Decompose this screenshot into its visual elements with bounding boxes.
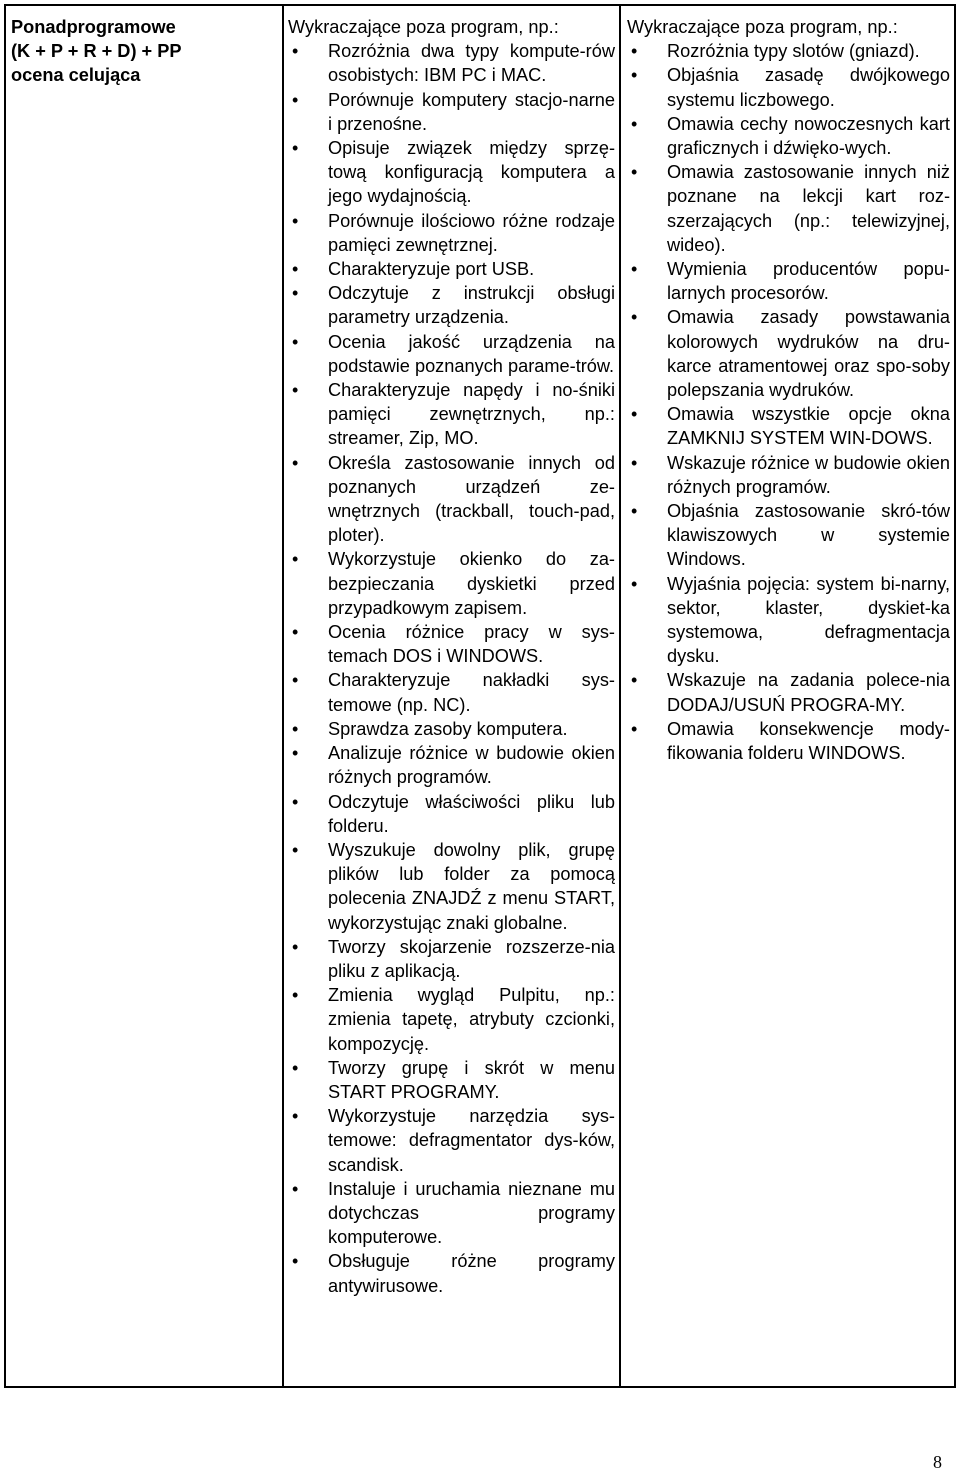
list-item: • Obsługuje różne programy antywirusowe. <box>288 1249 615 1297</box>
page-number: 8 <box>933 1452 942 1472</box>
list-item: • Określa zastosowanie innych od poznanych urządzeń ze-wnętrznych (trackball, touch-pad, ploter). <box>288 451 615 548</box>
list-item: • Instaluje i uruchamia nieznane mu dotychczas programy komputerowe. <box>288 1177 615 1250</box>
list-item: • Tworzy skojarzenie rozszerze-nia pliku z aplikacją. <box>288 935 615 983</box>
grade-title-line: Ponadprogramowe <box>11 17 176 37</box>
list-item: • Omawia cechy nowoczesnych kart graficznych i dźwięko-wych. <box>627 112 950 160</box>
grade-title-line: ocena celująca <box>11 65 141 86</box>
list-item: • Odczytuje z instrukcji obsługi parametry urządzenia. <box>288 281 615 329</box>
list-item: • Sprawdza zasoby komputera. <box>288 717 615 741</box>
list-item: • Analizuje różnice w budowie okien różnych programów. <box>288 741 615 789</box>
list-item: • Objaśnia zasadę dwójkowego systemu liczbowego. <box>627 63 950 111</box>
list-item: • Charakteryzuje nakładki sys-temowe (np. NC). <box>288 668 615 716</box>
list-item: • Omawia zastosowanie innych niż poznane na lekcji kart roz-szerzających (np.: telewizyjnej, wideo). <box>627 160 950 257</box>
grade-requirements-table <box>4 4 956 1388</box>
list-item: • Zmienia wygląd Pulpitu, np.: zmienia tapetę, atrybuty czcionki, kompozycję. <box>288 983 615 1056</box>
list-item: • Wyszukuje dowolny plik, grupę plików lub folder za pomocą polecenia ZNAJDŹ z menu START, wykorzystując znaki globalne. <box>288 838 615 935</box>
list-item: • Wyjaśnia pojęcia: system bi-narny, sektor, klaster, dyskiet-ka systemowa, defragmentacja dysku. <box>627 572 950 669</box>
list-item: • Porównuje ilościowo różne rodzaje pamięci zewnętrznej. <box>288 209 615 257</box>
list-item: • Opisuje związek między sprzę-tową konfiguracją komputera a jego wydajnością. <box>288 136 615 209</box>
list-item: • Porównuje komputery stacjo-narne i przenośne. <box>288 88 615 136</box>
requirements-intro: Wykraczające poza program, np.: <box>627 17 898 37</box>
grade-title-line: (K + P + R + D) + PP <box>11 41 182 62</box>
list-item: • Wskazuje na zadania polece-nia DODAJ/USUŃ PROGRA-MY. <box>627 668 950 716</box>
list-item: • Wskazuje różnice w budowie okien różnych programów. <box>627 451 950 499</box>
list-item: • Wymienia producentów popu-larnych procesorów. <box>627 257 950 305</box>
list-item: • Objaśnia zastosowanie skró-tów klawiszowych w systemie Windows. <box>627 499 950 572</box>
requirements-list <box>288 39 615 1298</box>
list-item: • Wykorzystuje okienko do za-bezpieczania dyskietki przed przypadkowym zapisem. <box>288 547 615 620</box>
list-item: • Odczytuje właściwości pliku lub folderu. <box>288 790 615 838</box>
list-item: • Rozróżnia typy slotów (gniazd). <box>627 39 950 63</box>
requirements-intro: Wykraczające poza program, np.: <box>288 17 559 37</box>
list-item: • Ocenia jakość urządzenia na podstawie poznanych parame-trów. <box>288 330 615 378</box>
grade-title <box>11 15 278 88</box>
requirements-cell-left <box>284 6 621 1386</box>
requirements-list <box>627 39 950 765</box>
list-item: • Tworzy grupę i skrót w menu START PROGRAMY. <box>288 1056 615 1104</box>
list-item: • Omawia konsekwencje mody-fikowania folderu WINDOWS. <box>627 717 950 765</box>
list-item: • Omawia wszystkie opcje okna ZAMKNIJ SYSTEM WIN-DOWS. <box>627 402 950 450</box>
list-item: • Charakteryzuje napędy i no-śniki pamięci zewnętrznych, np.: streamer, Zip, MO. <box>288 378 615 451</box>
list-item: • Ocenia różnice pracy w sys-temach DOS i WINDOWS. <box>288 620 615 668</box>
list-item: • Charakteryzuje port USB. <box>288 257 615 281</box>
grade-level-cell <box>6 6 284 1386</box>
requirements-cell-right <box>621 6 954 1386</box>
list-item: • Wykorzystuje narzędzia sys-temowe: defragmentator dys-ków, scandisk. <box>288 1104 615 1177</box>
list-item: • Omawia zasady powstawania kolorowych wydruków na dru-karce atramentowej oraz spo-soby polepszania wydruków. <box>627 305 950 402</box>
list-item: • Rozróżnia dwa typy kompute-rów osobistych: IBM PC i MAC. <box>288 39 615 87</box>
